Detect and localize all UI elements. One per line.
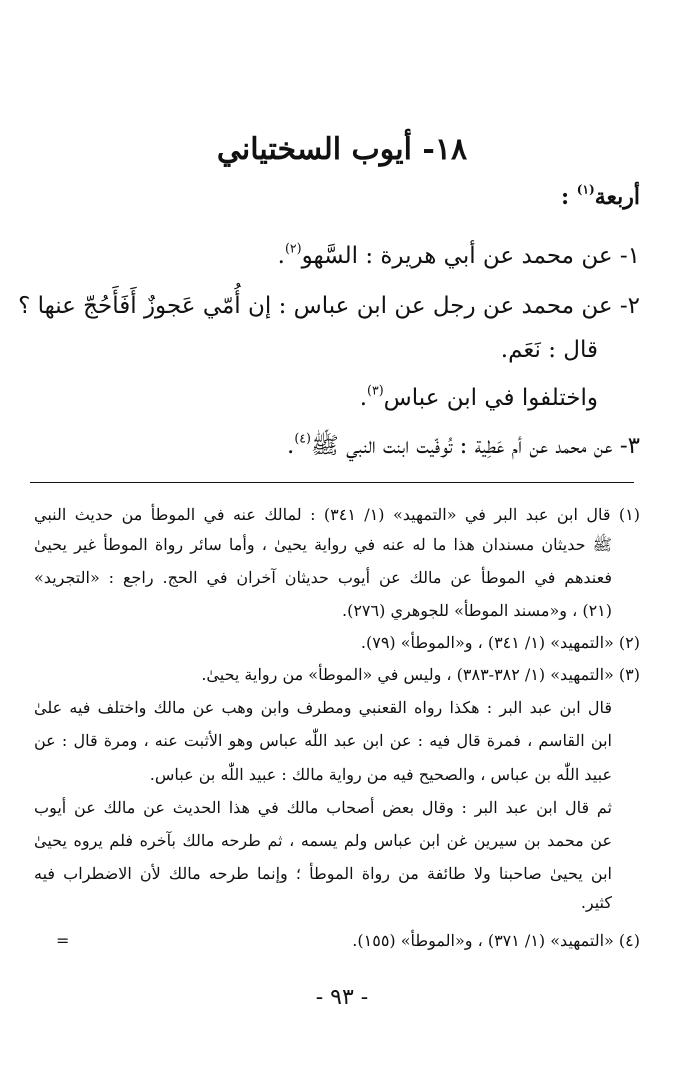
chapter-title: ١٨- أيوب السختياني — [216, 132, 468, 167]
footnote-3-line-4: عبيد اللّٰه بن عباس ، والصحيح فيه من رواية مالك : عبيد اللّٰه بن عباس. — [149, 765, 612, 784]
footnote-2: (٢) «التمهيد» (١/ ٣٤١) ، و«الموطأ» (٧٩). — [360, 633, 640, 652]
entry-text: ١- عن محمد عن أبي هريرة : السَّهو — [301, 243, 640, 269]
entry-text: ٢- عن محمد عن رجل عن ابن عباس : إن أُمّي عَجوزٌ أَفَأَحُجّ عنها ؟ — [18, 293, 640, 319]
entry-2-note — [360, 380, 598, 416]
footnote-ref-3: (٣) — [367, 382, 384, 398]
entry-text: واختلفوا في ابن عباس — [383, 385, 598, 411]
subheading-text: أربعة — [594, 184, 640, 210]
footnote-1-line-3: فعندهم في الموطأ عن مالك عن أيوب حديثان آخران في الحج. راجع : «التجريد» — [34, 568, 612, 587]
footnote-ref-1: (١) — [576, 182, 595, 197]
footnote-1-line-4: (٢١) ، و«مسند الموطأ» للجوهري (٢٧٦). — [342, 601, 612, 620]
footnote-3-line-3: ابن القاسم ، فمرة قال فيه : عن ابن عبد اللّٰه عباس وهو الأثبت عنه ، ومرة قال : عن — [34, 731, 612, 750]
footnote-3-line-2: قال ابن عبد البر : هكذا رواه القعنبي ومطرف وابن وهب عن مالك واختلف فيه علىٰ — [34, 698, 612, 717]
footnote-1-line-1: (١) قال ابن عبد البر في «التمهيد» (١/ ٣٤١) : لمالك عنه في الموطأ من حديث النبي — [34, 505, 640, 524]
entry-end: . — [359, 385, 367, 411]
footnote-3-line-7: ابن يحيىٰ صاحبنا ولا طائفة من رواة الموطأ ؛ وإنما طرحه مالك لأن الاضطراب فيه — [34, 864, 612, 883]
footnote-ref-2: (٢) — [284, 240, 302, 256]
subheading-colon: : — [560, 184, 577, 210]
entry-2 — [18, 288, 640, 324]
continuation-mark: = — [56, 931, 70, 950]
footnote-3-line-8: كثير. — [580, 893, 612, 912]
footnote-1-line-2: ﷺ حديثان مسندان هذا ما له عنه في رواية يحيىٰ ، وأما سائر رواة الموطأ غير يحيىٰ — [34, 535, 612, 554]
entry-1 — [278, 238, 640, 274]
entry-text: ٣- عن محمد عن أم عَطِية : تُوفّيت ابنت النبي ﷺ — [310, 433, 640, 459]
page-number: - ٩٣ - — [315, 985, 369, 1010]
entry-end: . — [287, 433, 295, 459]
footnote-3-line-1: (٣) «التمهيد» (١/ ٣٨٢-٣٨٣) ، وليس في «الموطأ» من رواية يحيىٰ. — [201, 665, 640, 684]
footnote-4: (٤) «التمهيد» (١/ ٣٧١) ، و«الموطأ» (١٥٥). — [352, 931, 640, 950]
footnote-ref-4: (٤) — [294, 430, 311, 446]
footnote-separator — [30, 482, 634, 483]
entry-end: . — [277, 243, 285, 269]
entry-3 — [287, 428, 640, 464]
entry-2-answer — [501, 332, 598, 368]
section-subheading — [561, 180, 640, 214]
footnote-3-line-6: عن محمد بن سيرين غن ابن عباس ولم يسمه ، ثم طرحه مالك بآخره فلم يروه يحيىٰ — [34, 831, 612, 850]
entry-text: قال : نَعَم. — [500, 337, 598, 363]
footnote-3-line-5: ثم قال ابن عبد البر : وقال بعض أصحاب مالك في هذا الحديث عن مالك عن أيوب — [34, 798, 612, 817]
